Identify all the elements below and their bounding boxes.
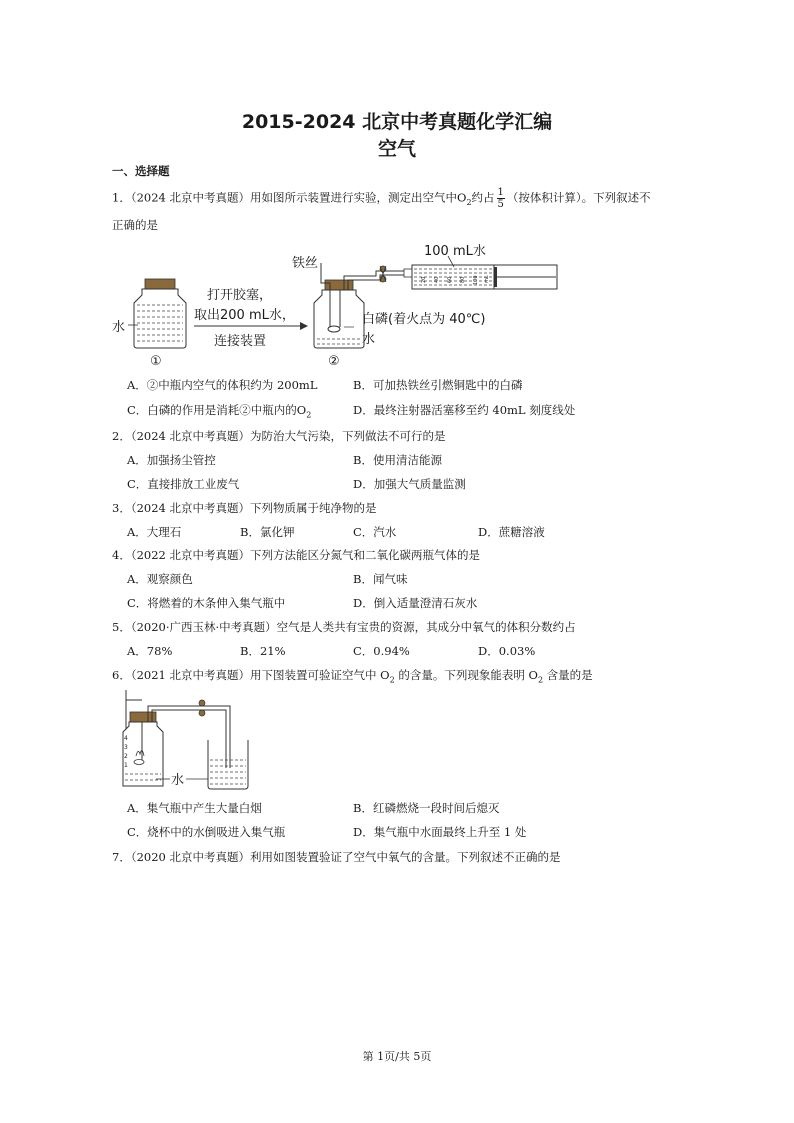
q2-option-d: D．加强大气质量监测 (353, 477, 466, 491)
question-4-stem: 4．（2022 北京中考真题）下列方法能区分氮气和二氧化碳两瓶气体的是 (112, 548, 480, 562)
tick-40: 40 (434, 276, 440, 283)
q5-option-d: D．0.03% (478, 644, 536, 658)
section-heading: 一、选择题 (112, 164, 170, 178)
syringe (404, 256, 557, 289)
label-water-q6: 水 (171, 773, 185, 788)
step-line-2: 取出200 mL水， (194, 308, 295, 323)
label-water-2: 水 (362, 332, 376, 347)
page-title: 2015-2024 北京中考真题化学汇编 (241, 111, 553, 133)
q5-option-b: B．21% (240, 644, 286, 658)
q4-option-d: D．倒入适量澄清石灰水 (353, 596, 478, 610)
label-iron-wire: 铁丝 (292, 256, 319, 271)
question-3-stem: 3．（2024 北京中考真题）下列物质属于纯净物的是 (112, 501, 377, 515)
q6-option-a: A．集气瓶中产生大量白烟 (127, 801, 262, 815)
scale-4: 4 (124, 735, 128, 742)
bottle-1 (128, 279, 186, 348)
question-6-stem: 6．（2021 北京中考真题）用下图装置可验证空气中 $O_2$ 的含量。下列现象能表明 $O_2$ 含量的是 (112, 668, 593, 685)
question-1-stem-line2: 正确的是 (112, 218, 158, 232)
label-bottle-2: ② (328, 354, 340, 369)
scale-3: 3 (124, 744, 128, 751)
q5-option-c: C．0.94% (353, 644, 410, 658)
q6-option-d: D．集气瓶中水面最终上升至 1 处 (353, 825, 527, 839)
q1-option-b: B．可加热铁丝引燃铜匙中的白磷 (353, 378, 523, 392)
tick-20: 20 (421, 276, 427, 283)
scale-2: 2 (124, 753, 128, 760)
q1-option-a: A．②中瓶内空气的体积约为 200mL (127, 378, 318, 392)
page-subtitle: 空气 (377, 138, 416, 160)
fraction: $\frac{1}{5}$ (497, 187, 504, 210)
q2-option-b: B．使用清洁能源 (353, 453, 442, 467)
q2-option-c: C．直接排放工业废气 (127, 477, 240, 491)
q6-option-c: C．烧杯中的水倒吸进入集气瓶 (127, 825, 286, 839)
question-source: （2024 北京中考真题） (130, 190, 250, 205)
q4-option-c: C．将燃着的木条伸入集气瓶中 (127, 596, 286, 610)
tick-80: 80 (460, 276, 466, 283)
q1-option-c: C．白磷的作用是消耗②中瓶内的$O_2$ (127, 403, 312, 420)
question-1-stem: 1．（2024 北京中考真题）用如图所示装置进行实验，测定出空气中$O_2$约占 $\frac{1}{5}$ （按体积计算）。下列叙述不 (112, 187, 651, 210)
question-number: 1． (112, 190, 131, 205)
q3-option-a: A．大理石 (127, 525, 182, 539)
bottle-2 (314, 263, 404, 348)
scale-1: 1 (124, 762, 128, 769)
label-syringe: 100 mL水 (424, 244, 486, 259)
question-2-stem: 2．（2024 北京中考真题）为防治大气污染，下列做法不可行的是 (112, 429, 446, 443)
question-5-stem: 5．（2020·广西玉林·中考真题）空气是人类共有宝贵的资源，其成分中氧气的体积分数约占 (112, 620, 576, 634)
tick-60: 60 (447, 276, 453, 283)
q4-option-a: A．观察颜色 (127, 572, 193, 586)
q1-option-d: D．最终注射器活塞移至约 40mL 刻度线处 (353, 403, 576, 417)
label-bottle-1: ① (150, 354, 162, 369)
tick-100: 100 (473, 275, 479, 285)
figure-1-apparatus (108, 243, 568, 368)
page-footer: 第 1页/共 5页 (362, 1050, 432, 1063)
step-line-1: 打开胶塞， (207, 288, 273, 303)
label-white-phosphorus: 白磷(着火点为 40℃) (362, 312, 486, 327)
q6-option-b: B．红磷燃烧一段时间后熄灭 (353, 801, 500, 815)
q3-option-b: B．氯化钾 (240, 525, 295, 539)
q3-option-d: D．蔗糖溶液 (478, 525, 545, 539)
step-line-3: 连接装置 (214, 334, 267, 349)
q5-option-a: A．78% (127, 644, 173, 658)
q4-option-b: B．闻气味 (353, 572, 408, 586)
figure-6-apparatus (112, 690, 262, 792)
question-7-stem: 7．（2020 北京中考真题）利用如图装置验证了空气中氧气的含量。下列叙述不正确的是 (112, 850, 561, 864)
tick-unit: mL (484, 275, 490, 283)
q3-option-c: C．汽水 (353, 525, 397, 539)
label-water-1: 水 (112, 320, 126, 335)
q2-option-a: A．加强扬尘管控 (127, 453, 216, 467)
